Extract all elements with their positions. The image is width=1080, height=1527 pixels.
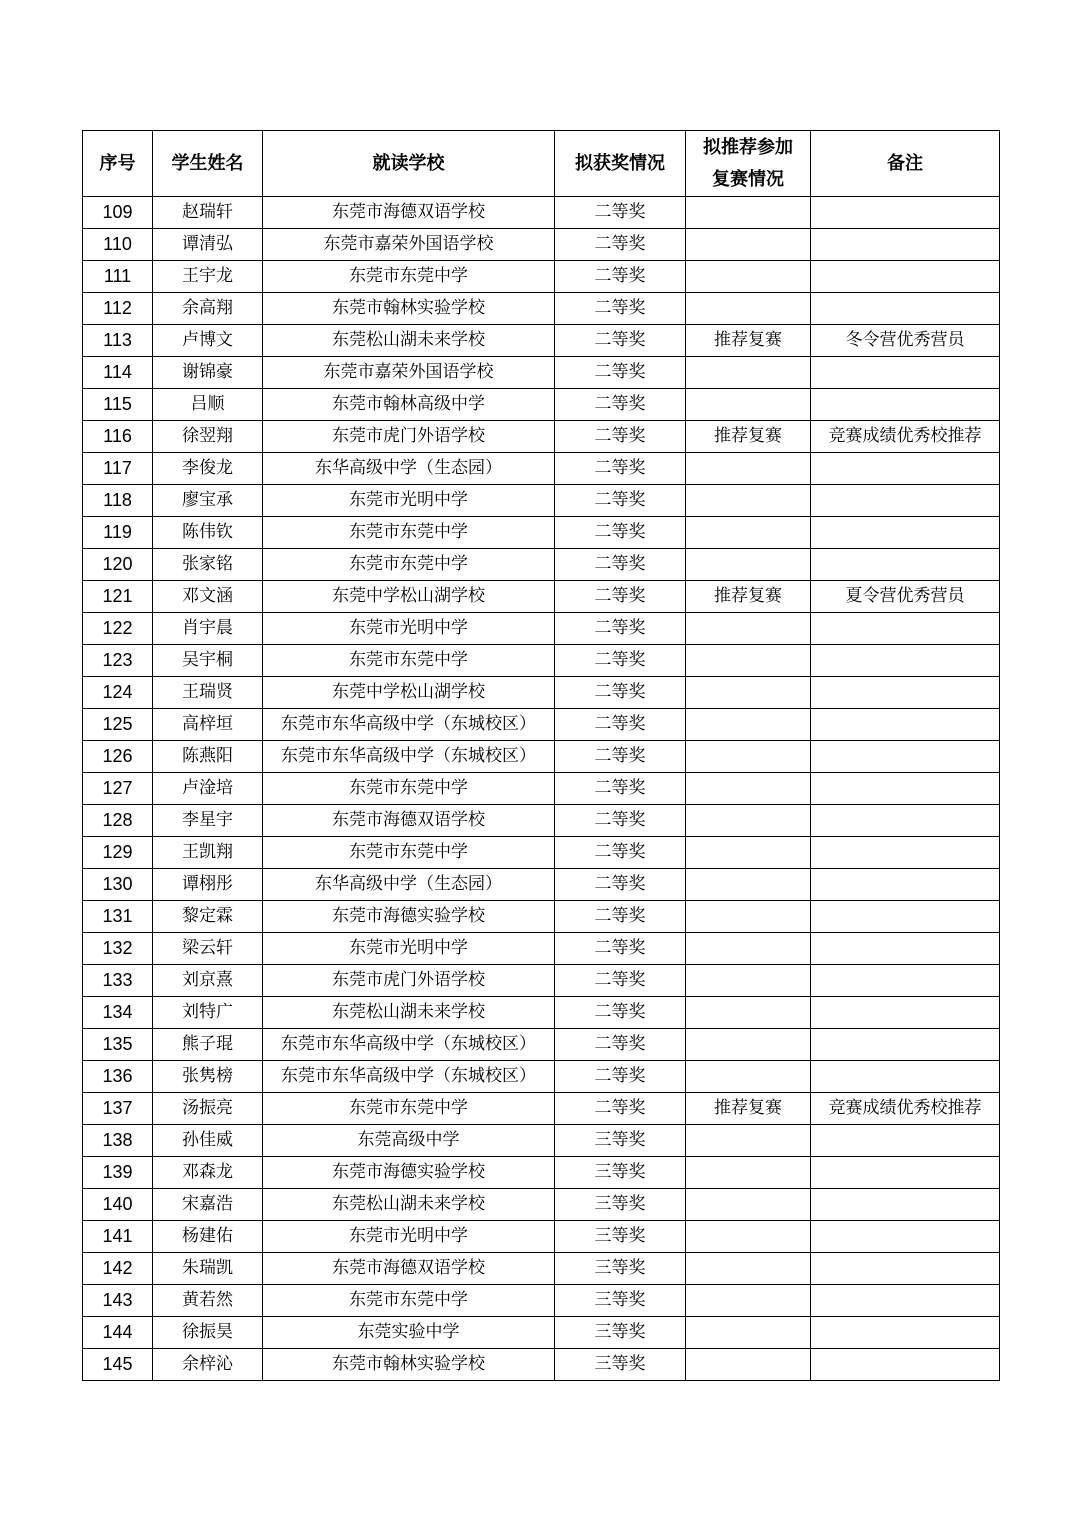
cell-name: 赵瑞轩 <box>153 197 263 229</box>
cell-school: 东莞松山湖未来学校 <box>263 1189 555 1221</box>
cell-award: 三等奖 <box>555 1253 686 1285</box>
cell-school: 东莞市海德双语学校 <box>263 805 555 837</box>
cell-index: 125 <box>83 709 153 741</box>
header-row <box>83 131 1000 197</box>
cell-award: 二等奖 <box>555 805 686 837</box>
table-row <box>83 805 1000 837</box>
cell-recommend <box>686 933 811 965</box>
cell-award: 三等奖 <box>555 1157 686 1189</box>
table-row <box>83 1157 1000 1189</box>
cell-name: 廖宝承 <box>153 485 263 517</box>
table-row <box>83 517 1000 549</box>
cell-award: 二等奖 <box>555 869 686 901</box>
cell-award: 二等奖 <box>555 773 686 805</box>
cell-award: 二等奖 <box>555 229 686 261</box>
cell-school: 东莞市光明中学 <box>263 613 555 645</box>
cell-award: 二等奖 <box>555 421 686 453</box>
cell-index: 127 <box>83 773 153 805</box>
cell-recommend <box>686 645 811 677</box>
cell-remark <box>811 837 1000 869</box>
cell-index: 131 <box>83 901 153 933</box>
table-row <box>83 421 1000 453</box>
cell-index: 117 <box>83 453 153 485</box>
cell-name: 吕顺 <box>153 389 263 421</box>
cell-award: 二等奖 <box>555 293 686 325</box>
cell-school: 东华高级中学（生态园） <box>263 453 555 485</box>
table-row <box>83 389 1000 421</box>
cell-school: 东莞市光明中学 <box>263 1221 555 1253</box>
cell-remark <box>811 1157 1000 1189</box>
cell-award: 二等奖 <box>555 261 686 293</box>
cell-name: 杨建佑 <box>153 1221 263 1253</box>
cell-name: 王宇龙 <box>153 261 263 293</box>
cell-school: 东莞市海德实验学校 <box>263 901 555 933</box>
cell-remark <box>811 997 1000 1029</box>
header-school: 就读学校 <box>263 131 555 197</box>
cell-school: 东莞实验中学 <box>263 1317 555 1349</box>
table-row <box>83 261 1000 293</box>
cell-school: 东莞市海德实验学校 <box>263 1157 555 1189</box>
cell-school: 东莞市嘉荣外国语学校 <box>263 229 555 261</box>
cell-school: 东莞市翰林实验学校 <box>263 1349 555 1381</box>
cell-index: 135 <box>83 1029 153 1061</box>
cell-remark: 夏令营优秀营员 <box>811 581 1000 613</box>
cell-remark <box>811 1029 1000 1061</box>
header-remark: 备注 <box>811 131 1000 197</box>
cell-award: 二等奖 <box>555 517 686 549</box>
cell-school: 东莞中学松山湖学校 <box>263 677 555 709</box>
cell-remark <box>811 1317 1000 1349</box>
cell-index: 121 <box>83 581 153 613</box>
table-row <box>83 229 1000 261</box>
cell-name: 孙佳威 <box>153 1125 263 1157</box>
cell-recommend <box>686 229 811 261</box>
cell-school: 东莞市虎门外语学校 <box>263 421 555 453</box>
cell-index: 141 <box>83 1221 153 1253</box>
table-row <box>83 709 1000 741</box>
cell-award: 三等奖 <box>555 1125 686 1157</box>
cell-recommend <box>686 709 811 741</box>
cell-remark <box>811 613 1000 645</box>
table-row <box>83 1253 1000 1285</box>
table-row <box>83 1125 1000 1157</box>
cell-school: 东莞松山湖未来学校 <box>263 325 555 357</box>
cell-name: 熊子琨 <box>153 1029 263 1061</box>
cell-name: 谢锦豪 <box>153 357 263 389</box>
cell-school: 东莞市海德双语学校 <box>263 197 555 229</box>
header-award: 拟获奖情况 <box>555 131 686 197</box>
cell-school: 东莞市光明中学 <box>263 933 555 965</box>
cell-recommend <box>686 357 811 389</box>
table-row <box>83 485 1000 517</box>
cell-remark <box>811 229 1000 261</box>
cell-recommend <box>686 293 811 325</box>
cell-award: 三等奖 <box>555 1285 686 1317</box>
cell-recommend: 推荐复赛 <box>686 581 811 613</box>
cell-award: 二等奖 <box>555 1029 686 1061</box>
cell-name: 肖宇晨 <box>153 613 263 645</box>
cell-remark: 冬令营优秀营员 <box>811 325 1000 357</box>
cell-award: 二等奖 <box>555 549 686 581</box>
cell-recommend <box>686 869 811 901</box>
cell-award: 三等奖 <box>555 1317 686 1349</box>
table-row <box>83 453 1000 485</box>
table-row <box>83 837 1000 869</box>
cell-recommend: 推荐复赛 <box>686 421 811 453</box>
table-row <box>83 933 1000 965</box>
cell-index: 124 <box>83 677 153 709</box>
cell-remark <box>811 1221 1000 1253</box>
cell-name: 王凯翔 <box>153 837 263 869</box>
cell-name: 王瑞贤 <box>153 677 263 709</box>
cell-name: 卢博文 <box>153 325 263 357</box>
cell-remark: 竞赛成绩优秀校推荐 <box>811 1093 1000 1125</box>
cell-remark <box>811 453 1000 485</box>
cell-name: 徐翌翔 <box>153 421 263 453</box>
cell-index: 123 <box>83 645 153 677</box>
cell-school: 东莞市光明中学 <box>263 485 555 517</box>
table-row <box>83 197 1000 229</box>
cell-name: 卢淦培 <box>153 773 263 805</box>
cell-index: 139 <box>83 1157 153 1189</box>
table-row <box>83 1349 1000 1381</box>
cell-remark <box>811 1349 1000 1381</box>
cell-recommend <box>686 1317 811 1349</box>
cell-recommend: 推荐复赛 <box>686 1093 811 1125</box>
cell-school: 东莞市虎门外语学校 <box>263 965 555 997</box>
cell-index: 137 <box>83 1093 153 1125</box>
cell-index: 138 <box>83 1125 153 1157</box>
cell-award: 二等奖 <box>555 933 686 965</box>
cell-award: 二等奖 <box>555 741 686 773</box>
cell-name: 谭栩彤 <box>153 869 263 901</box>
cell-remark <box>811 1125 1000 1157</box>
cell-remark <box>811 741 1000 773</box>
cell-name: 黄若然 <box>153 1285 263 1317</box>
cell-index: 126 <box>83 741 153 773</box>
table-row <box>83 869 1000 901</box>
table-row <box>83 773 1000 805</box>
cell-remark: 竞赛成绩优秀校推荐 <box>811 421 1000 453</box>
cell-recommend <box>686 805 811 837</box>
cell-name: 邓森龙 <box>153 1157 263 1189</box>
cell-index: 115 <box>83 389 153 421</box>
cell-school: 东莞市东华高级中学（东城校区） <box>263 709 555 741</box>
cell-name: 刘特广 <box>153 997 263 1029</box>
cell-remark <box>811 869 1000 901</box>
cell-index: 122 <box>83 613 153 645</box>
table-row <box>83 1093 1000 1125</box>
cell-award: 二等奖 <box>555 325 686 357</box>
cell-index: 133 <box>83 965 153 997</box>
cell-index: 109 <box>83 197 153 229</box>
cell-school: 东莞市东莞中学 <box>263 1285 555 1317</box>
table-row <box>83 645 1000 677</box>
cell-award: 三等奖 <box>555 1221 686 1253</box>
cell-recommend <box>686 197 811 229</box>
table-row <box>83 677 1000 709</box>
table-row <box>83 581 1000 613</box>
cell-award: 二等奖 <box>555 389 686 421</box>
table-row <box>83 901 1000 933</box>
cell-name: 汤振亮 <box>153 1093 263 1125</box>
cell-award: 二等奖 <box>555 1061 686 1093</box>
cell-remark <box>811 677 1000 709</box>
cell-recommend <box>686 997 811 1029</box>
cell-name: 张家铭 <box>153 549 263 581</box>
cell-name: 李星宇 <box>153 805 263 837</box>
cell-name: 谭清弘 <box>153 229 263 261</box>
cell-award: 二等奖 <box>555 453 686 485</box>
table-row <box>83 1317 1000 1349</box>
cell-award: 二等奖 <box>555 677 686 709</box>
cell-school: 东莞市东莞中学 <box>263 517 555 549</box>
cell-remark <box>811 389 1000 421</box>
cell-recommend <box>686 1029 811 1061</box>
cell-remark <box>811 517 1000 549</box>
table-row <box>83 549 1000 581</box>
table-row <box>83 1029 1000 1061</box>
cell-school: 东莞市东莞中学 <box>263 773 555 805</box>
header-recommend-line2: 复赛情况 <box>712 168 784 190</box>
cell-name: 陈伟钦 <box>153 517 263 549</box>
cell-recommend <box>686 1189 811 1221</box>
cell-name: 余梓沁 <box>153 1349 263 1381</box>
cell-name: 张隽榜 <box>153 1061 263 1093</box>
cell-remark <box>811 645 1000 677</box>
cell-index: 140 <box>83 1189 153 1221</box>
cell-school: 东莞市海德双语学校 <box>263 1253 555 1285</box>
cell-school: 东莞市东莞中学 <box>263 549 555 581</box>
cell-index: 110 <box>83 229 153 261</box>
cell-index: 132 <box>83 933 153 965</box>
cell-award: 二等奖 <box>555 901 686 933</box>
cell-name: 朱瑞凯 <box>153 1253 263 1285</box>
cell-recommend <box>686 677 811 709</box>
cell-remark <box>811 805 1000 837</box>
cell-school: 东莞市东华高级中学（东城校区） <box>263 1029 555 1061</box>
cell-remark <box>811 197 1000 229</box>
cell-award: 二等奖 <box>555 1093 686 1125</box>
cell-remark <box>811 1189 1000 1221</box>
table-row <box>83 1061 1000 1093</box>
cell-name: 李俊龙 <box>153 453 263 485</box>
table-row <box>83 613 1000 645</box>
table-row <box>83 741 1000 773</box>
cell-index: 120 <box>83 549 153 581</box>
cell-index: 134 <box>83 997 153 1029</box>
cell-recommend <box>686 1061 811 1093</box>
cell-recommend: 推荐复赛 <box>686 325 811 357</box>
cell-index: 118 <box>83 485 153 517</box>
cell-name: 余高翔 <box>153 293 263 325</box>
cell-remark <box>811 901 1000 933</box>
cell-remark <box>811 1061 1000 1093</box>
cell-name: 宋嘉浩 <box>153 1189 263 1221</box>
cell-remark <box>811 293 1000 325</box>
cell-index: 136 <box>83 1061 153 1093</box>
cell-award: 二等奖 <box>555 197 686 229</box>
header-index: 序号 <box>83 131 153 197</box>
cell-index: 112 <box>83 293 153 325</box>
cell-school: 东莞高级中学 <box>263 1125 555 1157</box>
cell-recommend <box>686 485 811 517</box>
cell-school: 东莞中学松山湖学校 <box>263 581 555 613</box>
cell-award: 二等奖 <box>555 485 686 517</box>
cell-recommend <box>686 1157 811 1189</box>
header-name: 学生姓名 <box>153 131 263 197</box>
cell-school: 东华高级中学（生态园） <box>263 869 555 901</box>
cell-index: 119 <box>83 517 153 549</box>
award-table <box>82 130 1000 1381</box>
cell-school: 东莞市东莞中学 <box>263 261 555 293</box>
table-body <box>83 197 1000 1381</box>
cell-school: 东莞市东莞中学 <box>263 837 555 869</box>
cell-index: 142 <box>83 1253 153 1285</box>
cell-remark <box>811 1285 1000 1317</box>
cell-remark <box>811 709 1000 741</box>
cell-award: 三等奖 <box>555 1189 686 1221</box>
cell-recommend <box>686 1125 811 1157</box>
cell-remark <box>811 773 1000 805</box>
cell-recommend <box>686 389 811 421</box>
cell-index: 111 <box>83 261 153 293</box>
table-row <box>83 357 1000 389</box>
cell-name: 黎定霖 <box>153 901 263 933</box>
cell-recommend <box>686 1285 811 1317</box>
cell-remark <box>811 933 1000 965</box>
cell-remark <box>811 1253 1000 1285</box>
cell-award: 二等奖 <box>555 965 686 997</box>
cell-name: 吴宇桐 <box>153 645 263 677</box>
cell-award: 二等奖 <box>555 709 686 741</box>
cell-school: 东莞松山湖未来学校 <box>263 997 555 1029</box>
cell-recommend <box>686 965 811 997</box>
cell-name: 邓文涵 <box>153 581 263 613</box>
cell-index: 114 <box>83 357 153 389</box>
cell-index: 130 <box>83 869 153 901</box>
table-row <box>83 997 1000 1029</box>
cell-school: 东莞市东华高级中学（东城校区） <box>263 1061 555 1093</box>
table-row <box>83 325 1000 357</box>
cell-recommend <box>686 453 811 485</box>
cell-school: 东莞市东华高级中学（东城校区） <box>263 741 555 773</box>
cell-recommend <box>686 901 811 933</box>
cell-recommend <box>686 773 811 805</box>
cell-school: 东莞市东莞中学 <box>263 1093 555 1125</box>
cell-index: 144 <box>83 1317 153 1349</box>
cell-recommend <box>686 613 811 645</box>
cell-recommend <box>686 1349 811 1381</box>
cell-recommend <box>686 517 811 549</box>
cell-award: 二等奖 <box>555 613 686 645</box>
cell-name: 陈燕阳 <box>153 741 263 773</box>
cell-recommend <box>686 837 811 869</box>
cell-award: 二等奖 <box>555 837 686 869</box>
cell-award: 二等奖 <box>555 645 686 677</box>
cell-award: 二等奖 <box>555 581 686 613</box>
header-recommend <box>686 131 811 197</box>
cell-name: 高梓垣 <box>153 709 263 741</box>
cell-school: 东莞市翰林实验学校 <box>263 293 555 325</box>
cell-index: 128 <box>83 805 153 837</box>
table-row <box>83 1285 1000 1317</box>
table-row <box>83 293 1000 325</box>
cell-index: 145 <box>83 1349 153 1381</box>
cell-school: 东莞市翰林高级中学 <box>263 389 555 421</box>
cell-award: 二等奖 <box>555 357 686 389</box>
cell-recommend <box>686 1253 811 1285</box>
cell-name: 刘京熹 <box>153 965 263 997</box>
cell-school: 东莞市东莞中学 <box>263 645 555 677</box>
cell-recommend <box>686 261 811 293</box>
cell-index: 143 <box>83 1285 153 1317</box>
cell-remark <box>811 549 1000 581</box>
cell-school: 东莞市嘉荣外国语学校 <box>263 357 555 389</box>
cell-remark <box>811 485 1000 517</box>
cell-recommend <box>686 549 811 581</box>
header-recommend-line1: 拟推荐参加 <box>703 136 793 158</box>
cell-name: 徐振昊 <box>153 1317 263 1349</box>
cell-recommend <box>686 741 811 773</box>
table-row <box>83 1189 1000 1221</box>
table-row <box>83 1221 1000 1253</box>
cell-index: 116 <box>83 421 153 453</box>
cell-remark <box>811 965 1000 997</box>
cell-award: 二等奖 <box>555 997 686 1029</box>
cell-award: 三等奖 <box>555 1349 686 1381</box>
cell-index: 129 <box>83 837 153 869</box>
cell-recommend <box>686 1221 811 1253</box>
cell-name: 梁云轩 <box>153 933 263 965</box>
cell-index: 113 <box>83 325 153 357</box>
table-row <box>83 965 1000 997</box>
cell-remark <box>811 261 1000 293</box>
cell-remark <box>811 357 1000 389</box>
